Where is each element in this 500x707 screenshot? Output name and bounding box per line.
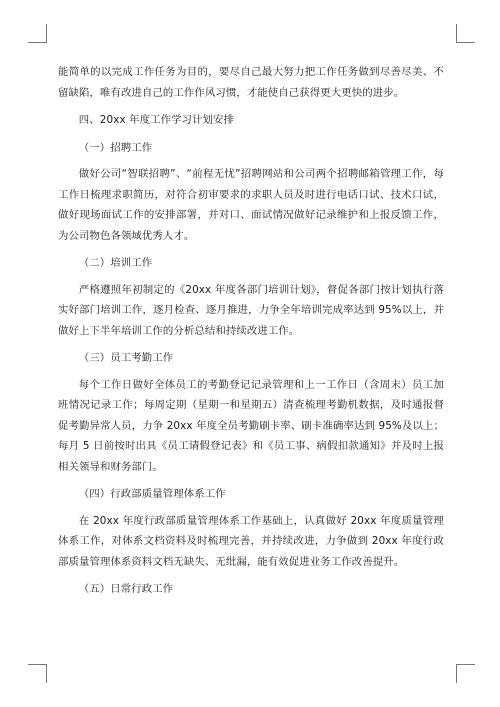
subsection-title-attendance: （三）员工考勤工作 xyxy=(78,352,174,364)
attendance-paragraph: 每个工作日做好全体员工的考勤登记记录管理和上一工作日（含周末）员工加班情况记录工作；每周定期（星期一和星期五）清查梳理考勤机数据，及时通报督促考勤异常人员，力争 20xx 年度全员考勤刷卡率、刷卡准确率达到 95%及以上；每月 5 日前按时出具《员工请假登记表》和《员工事、病假扣款通知》并及时上报相关领导和财务部门。 xyxy=(58,378,444,473)
crop-mark-top-left xyxy=(28,24,47,43)
training-paragraph: 严格遵照年初制定的《20xx 年度各部门培训计划》，督促各部门按计划执行落实好部门培训工作，逐月检查、逐月推进，力争全年培训完成率达到 95%以上，并做好上下半年培训工作的分析总结和持续改进工作。 xyxy=(58,283,444,337)
section-heading: 四、20xx 年度工作学习计划安排 xyxy=(78,114,235,126)
subsection-title-daily-admin: （五）日常行政工作 xyxy=(78,583,174,595)
quality-paragraph: 在 20xx 年度行政部质量管理体系工作基础上，认真做好 20xx 年度质量管理体系工作，对体系文档资料及时梳理完善，并持续改进，力争做到 20xx 年度行政部质量管理体系资料文档无缺失、无纰漏，能有效促进业务工作改善提升。 xyxy=(58,514,444,568)
subsection-title-recruitment: （一）招聘工作 xyxy=(78,141,153,154)
recruitment-paragraph: 做好公司“智联招聘”、“前程无忧”招聘网站和公司两个招聘邮箱管理工作，每工作日梳理求职简历，对符合初审要求的求职人员及时进行电话口试、技术口试，做好现场面试工作的安排部署，并对口、面试情况做好记录维护和上报反馈工作，为公司物色各领域优秀人才。 xyxy=(58,168,444,242)
subsection-title-training: （二）培训工作 xyxy=(78,257,153,269)
crop-mark-bottom-right xyxy=(456,664,475,683)
crop-mark-top-right xyxy=(456,24,475,43)
crop-mark-bottom-left xyxy=(28,664,47,683)
document-body xyxy=(58,62,444,606)
subsection-title-quality: （四）行政部质量管理体系工作 xyxy=(78,488,226,500)
intro-paragraph: 能简单的以完成工作任务为目的，要尽自己最大努力把工作任务做到尽善尽美、不留缺陷，唯有改进自己的工作作风习惯，才能使自己获得更大更快的进步。 xyxy=(58,66,444,99)
